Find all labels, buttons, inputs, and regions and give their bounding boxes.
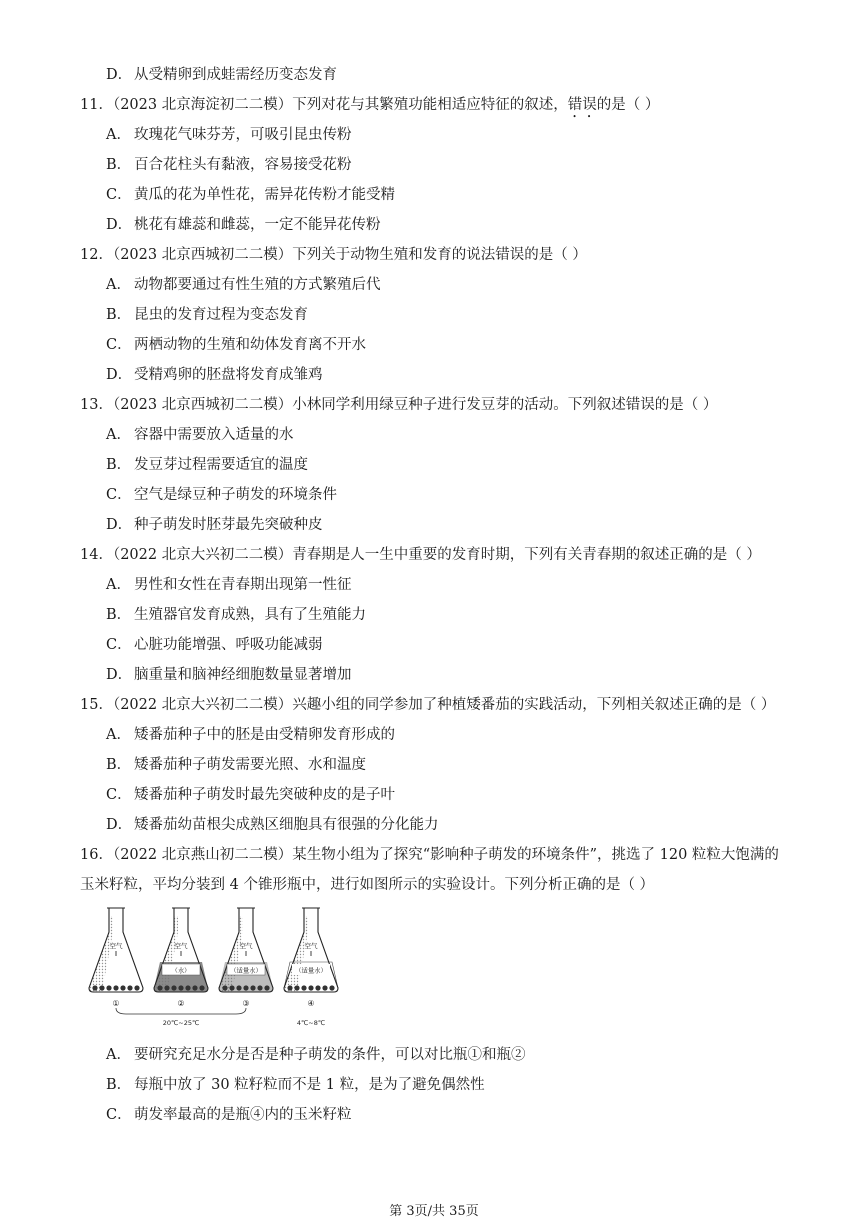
option-text: 矮番茄种子中的胚是由受精卵发育形成的 xyxy=(134,727,395,743)
seed xyxy=(222,985,227,990)
seed xyxy=(106,985,111,990)
option-letter: B． xyxy=(106,1077,132,1093)
seed xyxy=(329,985,334,990)
page-number: 第 3页/共 35页 xyxy=(389,1204,479,1219)
question-14-stem xyxy=(80,545,761,565)
option-letter: B． xyxy=(106,307,132,323)
option-letter: B． xyxy=(106,157,132,173)
question-stem: （2022 北京大兴初二二模）青春期是人一生中重要的发育时期，下列有关青春期的叙述正确的是（ ） xyxy=(112,547,761,563)
option-text: 每瓶中放了 30 粒籽粒而不是 1 粒，是为了避免偶然性 xyxy=(134,1077,485,1093)
flask-gas-label: 空气 xyxy=(304,942,318,950)
question-11-option-a xyxy=(106,125,352,145)
question-14-option-b xyxy=(106,605,366,625)
question-stem: （2022 北京大兴初二二模）兴趣小组的同学参加了种植矮番茄的实践活动，下列相关叙述正确的是（ ） xyxy=(112,697,776,713)
option-text: 两栖动物的生殖和幼体发育离不开水 xyxy=(134,337,366,353)
option-text: 空气是绿豆种子萌发的环境条件 xyxy=(134,487,337,503)
seed xyxy=(315,985,320,990)
option-letter: C． xyxy=(106,337,132,353)
seed xyxy=(171,985,176,990)
seed xyxy=(287,985,292,990)
question-14-option-a xyxy=(106,575,352,595)
flask-4 xyxy=(284,908,338,1008)
flask-number: ② xyxy=(177,999,185,1008)
option-letter: C． xyxy=(106,637,132,653)
option-text: 男性和女性在青春期出现第一性征 xyxy=(134,577,352,593)
flask-content-label: （水） xyxy=(171,967,191,975)
seed xyxy=(185,985,190,990)
question-12-option-c xyxy=(106,335,366,355)
question-16-option-b xyxy=(106,1075,485,1095)
question-15-option-c xyxy=(106,785,395,805)
seed xyxy=(257,985,262,990)
question-14-option-d xyxy=(106,665,352,685)
option-letter: D． xyxy=(106,367,133,383)
option-text: 受精鸡卵的胚盘将发育成雏鸡 xyxy=(134,367,323,383)
experiment-figure xyxy=(86,902,346,1028)
option-letter: D． xyxy=(106,817,133,833)
warm-bracket xyxy=(116,1008,246,1014)
question-stem-part: 的是（ ） xyxy=(596,97,660,113)
flask-number: ④ xyxy=(307,999,315,1008)
question-13-option-a xyxy=(106,425,294,445)
flask-content-label: （适量水） xyxy=(230,967,262,975)
option-letter: A． xyxy=(106,1047,131,1063)
option-letter: C． xyxy=(106,787,132,803)
seed xyxy=(157,985,162,990)
seed xyxy=(322,985,327,990)
seed xyxy=(120,985,125,990)
question-14-option-c xyxy=(106,635,323,655)
option-letter: D． xyxy=(106,667,133,683)
flask-gas-label: 空气 xyxy=(239,942,253,950)
flask-1 xyxy=(89,908,143,1008)
flask-gas-label: 空气 xyxy=(109,942,123,950)
question-16-stem-line2: 玉米籽粒，平均分装到 4 个锥形瓶中，进行如图所示的实验设计。下列分析正确的是（ ） xyxy=(80,877,655,893)
option-letter: A． xyxy=(106,127,131,143)
question-number: 12． xyxy=(80,247,113,263)
seed xyxy=(308,985,313,990)
option-text: 动物都要通过有性生殖的方式繁殖后代 xyxy=(134,277,381,293)
seed xyxy=(301,985,306,990)
question-13-stem xyxy=(80,395,717,415)
question-13-option-d xyxy=(106,515,323,535)
option-text: 玫瑰花气味芬芳，可吸引昆虫传粉 xyxy=(134,127,352,143)
question-stem: （2023 北京西城初二二模）下列关于动物生殖和发育的说法错误的是（ ） xyxy=(112,247,587,263)
option-text: 萌发率最高的是瓶④内的玉米籽粒 xyxy=(134,1107,352,1123)
question-12-option-d xyxy=(106,365,323,385)
question-12-stem xyxy=(80,245,587,265)
question-16-stem xyxy=(80,845,779,865)
option-letter: B． xyxy=(106,607,132,623)
option-text: 矮番茄种子萌发需要光照、水和温度 xyxy=(134,757,366,773)
seed xyxy=(178,985,183,990)
prev-option-d xyxy=(106,65,337,85)
option-letter: D． xyxy=(106,217,133,233)
option-letter: C． xyxy=(106,1107,132,1123)
question-stem: （2023 北京西城初二二模）小林同学利用绿豆种子进行发豆芽的活动。下列叙述错误的是（ ） xyxy=(112,397,718,413)
seed xyxy=(192,985,197,990)
option-letter: B． xyxy=(106,457,132,473)
flask-content-label: （适量水） xyxy=(295,967,327,975)
option-letter: A． xyxy=(106,277,131,293)
question-number: 13． xyxy=(80,397,113,413)
cold-temperature-label: 4℃~8℃ xyxy=(296,1019,326,1027)
option-text: 黄瓜的花为单性花，需异花传粉才能受精 xyxy=(134,187,395,203)
flask-3 xyxy=(219,908,273,1008)
seed xyxy=(229,985,234,990)
option-letter: B． xyxy=(106,757,132,773)
option-text: 从受精卵到成蛙需经历变态发育 xyxy=(134,67,337,83)
option-text: 生殖器官发育成熟，具有了生殖能力 xyxy=(134,607,366,623)
question-stem-part: （2023 北京海淀初二二模）下列对花与其繁殖功能相适应特征的叙述， xyxy=(112,97,568,113)
question-15-option-d xyxy=(106,815,439,835)
seed xyxy=(264,985,269,990)
question-number: 15． xyxy=(80,697,113,713)
option-text: 桃花有雄蕊和雌蕊，一定不能异花传粉 xyxy=(134,217,381,233)
option-text: 百合花柱头有黏液，容易接受花粉 xyxy=(134,157,352,173)
seed xyxy=(127,985,132,990)
question-12-option-a xyxy=(106,275,381,295)
option-letter: A． xyxy=(106,577,131,593)
option-text: 要研究充足水分是否是种子萌发的条件，可以对比瓶①和瓶② xyxy=(134,1047,526,1063)
seed xyxy=(243,985,248,990)
question-11-option-c xyxy=(106,185,395,205)
option-letter: C． xyxy=(106,487,132,503)
option-text: 心脏功能增强、呼吸功能减弱 xyxy=(134,637,323,653)
question-16-option-c xyxy=(106,1105,352,1125)
seed xyxy=(199,985,204,990)
option-letter: C． xyxy=(106,187,132,203)
question-13-option-b xyxy=(106,455,308,475)
seed xyxy=(250,985,255,990)
option-letter: A． xyxy=(106,727,131,743)
flask-number: ① xyxy=(112,999,120,1008)
option-letter: D． xyxy=(106,517,133,533)
seed xyxy=(294,985,299,990)
option-text: 矮番茄种子萌发时最先突破种皮的是子叶 xyxy=(134,787,395,803)
option-text: 发豆芽过程需要适宜的温度 xyxy=(134,457,308,473)
warm-temperature-label: 20℃~25℃ xyxy=(162,1019,200,1027)
seed xyxy=(92,985,97,990)
question-13-option-c xyxy=(106,485,337,505)
seed xyxy=(113,985,118,990)
flask-gas-label: 空气 xyxy=(174,942,188,950)
option-letter: D． xyxy=(106,67,133,83)
emphasis-text: 错误 xyxy=(567,97,597,113)
seed xyxy=(164,985,169,990)
option-letter: A． xyxy=(106,427,131,443)
seed xyxy=(236,985,241,990)
seed xyxy=(134,985,139,990)
question-number: 11． xyxy=(80,97,113,113)
flask-2 xyxy=(154,908,208,1008)
seed xyxy=(99,985,104,990)
question-16-option-a xyxy=(106,1045,526,1065)
option-text: 矮番茄幼苗根尖成熟区细胞具有很强的分化能力 xyxy=(134,817,439,833)
question-stem: （2022 北京燕山初二二模）某生物小组为了探究“影响种子萌发的环境条件”，挑选了 120 粒粒大饱满的 xyxy=(112,847,779,863)
option-text: 脑重量和脑神经细胞数量显著增加 xyxy=(134,667,352,683)
question-11-option-d xyxy=(106,215,381,235)
option-text: 容器中需要放入适量的水 xyxy=(134,427,294,443)
question-number: 14． xyxy=(80,547,113,563)
question-11-stem xyxy=(80,95,659,121)
option-text: 种子萌发时胚芽最先突破种皮 xyxy=(134,517,323,533)
question-12-option-b xyxy=(106,305,308,325)
question-15-stem xyxy=(80,695,775,715)
option-text: 昆虫的发育过程为变态发育 xyxy=(134,307,308,323)
flask-number: ③ xyxy=(242,999,250,1008)
question-11-option-b xyxy=(106,155,352,175)
question-15-option-b xyxy=(106,755,366,775)
question-number: 16． xyxy=(80,847,113,863)
question-15-option-a xyxy=(106,725,395,745)
